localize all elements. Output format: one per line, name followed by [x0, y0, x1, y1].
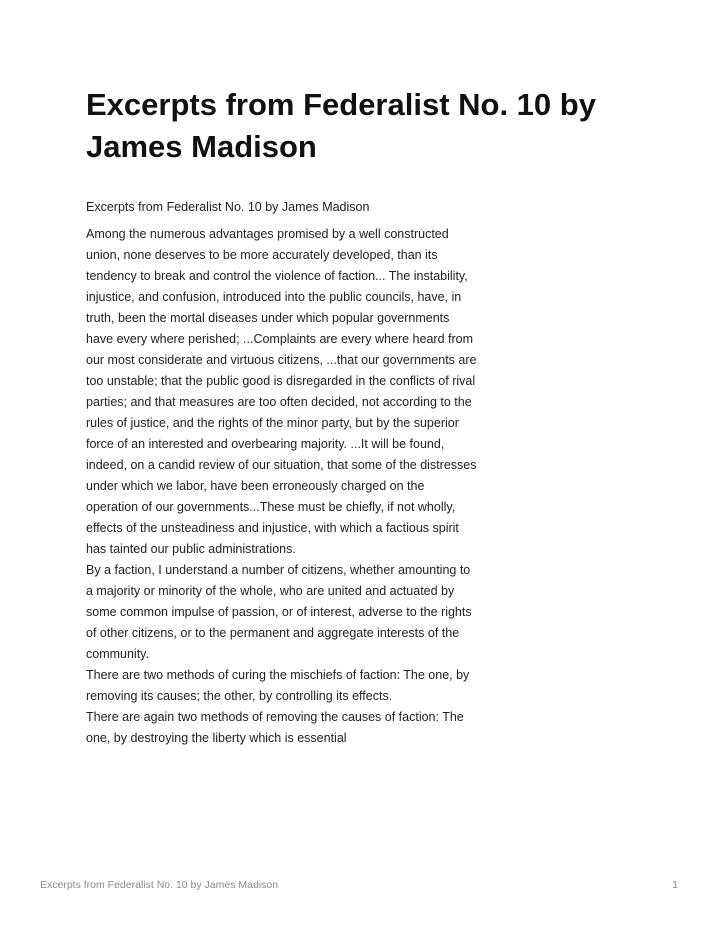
paragraph-2: By a faction, I understand a number of citizens, whether amounting to a majority or minority of the whole, who are united and actuated by some common impulse of passion, or of interest, adverse to the rights of other citizens, or to the permanent and aggregate interests of the community. [86, 563, 472, 661]
paragraph-3: There are two methods of curing the mischiefs of faction: The one, by removing its causes; the other, by controlling its effects. [86, 668, 470, 703]
body-text [86, 224, 478, 749]
paragraph-4: There are again two methods of removing the causes of faction: The one, by destroying the liberty which is essential [86, 710, 464, 745]
footer-title: Excerpts from Federalist No. 10 by James Madison [40, 879, 279, 891]
page-title: Excerpts from Federalist No. 10 by James Madison [86, 87, 596, 164]
page-number: 1 [672, 879, 678, 891]
paragraph-1: Among the numerous advantages promised by a well constructed union, none deserves to be more accurately developed, than its tendency to break and control the violence of faction... The instability, injustice, and confusion, introduced into the public councils, have, in truth, been the mortal diseases under which popular governments have every where perished; ...Complaints are every where heard from our most considerate and virtuous citizens, ...that our governments are too unstable; that the public good is disregarded in the conflicts of rival parties; and that measures are too often decided, not according to the rules of justice, and the rights of the minor party, but by the superior force of an interested and overbearing majority. ...It will be found, indeed, on a candid review of our situation, that some of the distresses under which we labor, have been erroneously charged on the operation of our governments...These must be chiefly, if not wholly, effects of the unsteadiness and injustice, with which a factious spirit has tainted our public administrations. [86, 227, 477, 556]
document-subtitle: Excerpts from Federalist No. 10 by James Madison [86, 200, 370, 214]
